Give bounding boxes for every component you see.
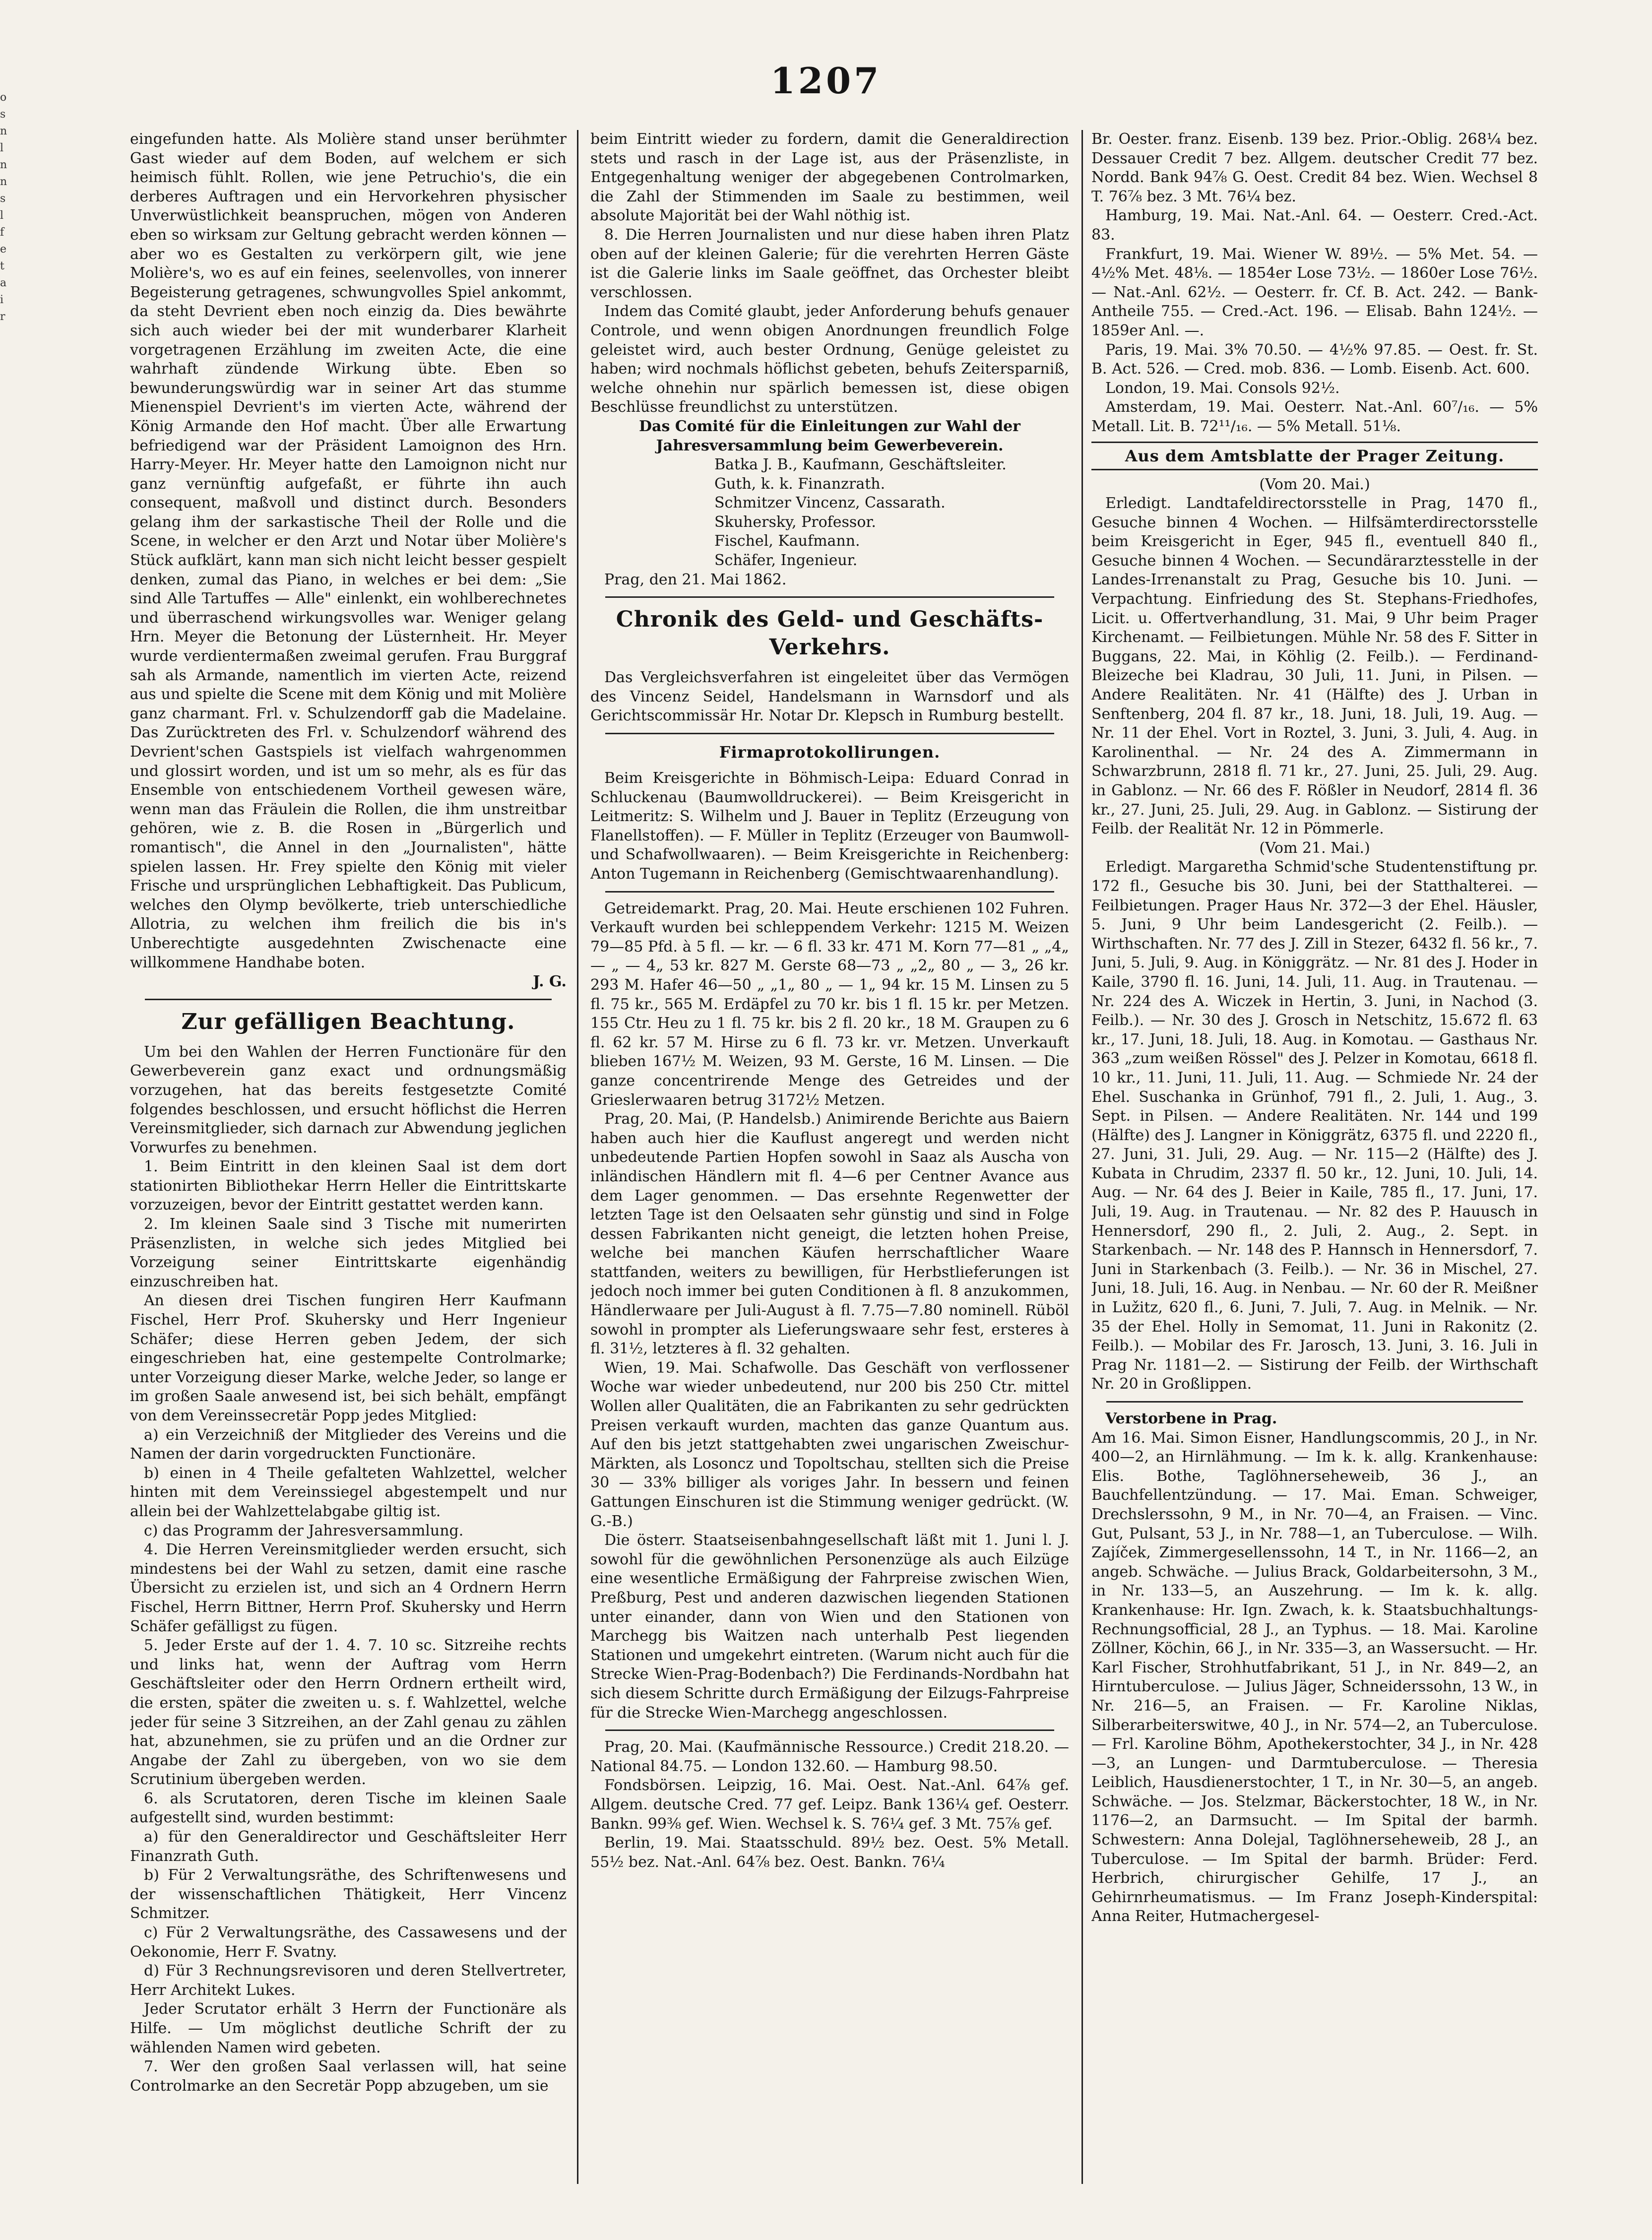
notice-paragraph: b) Für 2 Verwaltungsräthe, des Schriftenwesens und der wissenschaftlichen Thätigkeit, Herr Vincenz Schmitzer. (130, 1866, 567, 1922)
notice-paragraph: a) ein Verzeichniß der Mitglieder des Vereins und die Namen der darin vorgedruckten Functionäre. (130, 1426, 567, 1463)
exchange-paragraph: Amsterdam, 19. Mai. Oesterr. Nat.-Anl. 60⁷/₁₆. — 5% Metall. Lit. B. 72¹¹/₁₆. — 5% Metall. 51⅛. (1091, 398, 1538, 435)
committee-member: Schmitzer Vincenz, Cassarath. (714, 494, 946, 512)
exchange-paragraph: Br. Oester. franz. Eisenb. 139 bez. Prior.-Oblig. 268¼ bez. Dessauer Credit 7 bez. Allgem. deutscher Credit 77 bez. Nordd. Bank 94⅞ G. Oest. Credit 84 bez. Wien. Wechsel 8 T. 76⅞ bez. 3 Mt. 76¼ bez. (1091, 130, 1538, 205)
market-paragraph: Prag, 20. Mai, (P. Handelsb.) Animirende Berichte aus Baiern haben auch hier die Kauflust angeregt und werden nicht unbedeutende Partien Hopfen sowohl in Saaz als Auscha von inländischen Händlern mit fl. 4—6 per Centner Avance aus dem Lager genommen. — Das ersehnte Regenwetter der letzten Tage ist den Oelsaaten sehr günstig und sind in Folge dessen Fabrikanten nicht geneigt, die letzten hohen Preise, welche bei manchen Käufen herrschaftlicher Waare stattfanden, weiters zu bewilligen, für Herbstlieferungen ist jedoch noch immer bei guten Conditionen à fl. 8 anzukommen, Händlerwaare per Juli-August à fl. 7.75—7.80 nominell. Rüböl sowohl in prompter als Lieferungswaare sehr fest, ersteres à fl. 31½, letzteres à fl. 32 gehalten. (590, 1110, 1069, 1358)
market-paragraph: Die österr. Staatseisenbahngesellschaft läßt mit 1. Juni l. J. sowohl für die gewöhnlichen Personenzüge als auch Eilzüge eine wesentliche Ermäßigung der Fahrpreise zwischen Wien, Preßburg, Pest und anderen dazwischen liegenden Stationen unter einander, dann von Wien und den Stationen von Marchegg bis Waitzen nach unterhalb Pest liegenden Stationen und umgekehrt eintreten. (Warum nicht auch für die Strecke Wien-Prag-Bodenbach?) Die Ferdinands-Nordbahn hat sich diesem Schritte durch Ermäßigung der Eilzugs-Fahrpreise für die Strecke Wien-Marchegg angeschlossen. (590, 1532, 1069, 1722)
committee-member: Guth, k. k. Finanzrath. (714, 475, 886, 493)
committee-title: Das Comité für die Einleitungen zur Wahl der Jahresversammlung beim Gewerbeverein. (639, 417, 1020, 454)
section-divider (605, 596, 1054, 598)
notice-paragraph: Jeder Scrutator erhält 3 Herrn der Functionäre als Hilfe. — Um möglichst deutliche Schrift der zu wählenden Namen wird gebeten. (130, 2000, 567, 2056)
notice-paragraph: b) einen in 4 Theile gefalteten Wahlzettel, welcher hinten mit dem Vereinssiegel abgestempelt und nur allein bei der Wahlzettelabgabe giltig ist. (130, 1464, 567, 1520)
gazette-paragraph: Erledigt. Margaretha Schmid'sche Studentenstiftung pr. 172 fl., Gesuche bis 30. Juni, bei der Statthalterei. — Feilbietungen. Prager Haus Nr. 372—3 der Ehel. Häusler, 5. Juni, 9 Uhr beim Landesgericht (2. Feilb.). — Wirthschaften. Nr. 77 des J. Zill in Stezer, 6432 fl. 56 kr., 7. Juni, 5. Juli, 9. Aug. in Königgrätz. — Nr. 81 des J. Hoder in Kaile, 3790 fl. 16. Juni, 14. Juli, 11. Aug. in Trautenau. — Nr. 224 des A. Wiczek in Hertin, 3. Juni, in Nachod (3. Feilb.). — Nr. 30 des J. Grosch in Netschitz, 15.672 fl. 63 kr., 17. Juni, 18. Juli, 18. Aug. in Komotau. — Gasthaus Nr. 363 „zum weißen Rössel" des J. Pelzer in Komotau, 6618 fl. 10 kr., 11. Juni, 11. Juli, 11. Aug. — Schmiede Nr. 24 der Ehel. Suschanka in Grünhof, 791 fl., 2. Juli, 1. Aug., 3. Sept. in Pilsen. — Andere Realitäten. Nr. 144 und 199 (Hälfte) des J. Langner in Königgrätz, 6375 fl. und 2220 fl., 27. Juni, 31. Juli, 29. Aug. — Nr. 115—2 (Hälfte) des J. Kubata in Chrudim, 2337 fl. 50 kr., 12. Juni, 10. Juli, 14. Aug. — Nr. 64 des J. Beier in Kaile, 785 fl., 17. Juni, 17. Juli, 19. Aug. in Trautenau. — Nr. 82 des P. Hauusch in Hennersdorf, 290 fl., 2. Juli, 2. Aug., 2. Sept. in Starkenbach. — Nr. 148 des P. Hannsch in Hennersdorf, 7. Juni in Starkenbach (3. Feilb.). — Nr. 36 in Mischel, 27. Juni, 18. Juli, 16. Aug. in Nenbau. — Nr. 60 der R. Meißner in Lužitz, 620 fl., 6. Juni, 7. Juli, 7. Aug. in Melnik. — Nr. 35 der Ehel. Holly in Semomat, 11. Juni in Rakonitz (2. Feilb.). — Mobilar des Fr. Jarosch, 13. Juni, 3. 16. Juli in Prag Nr. 1181—2. — Sistirung der Feilb. der Wirthschaft Nr. 20 in Großlippen. (1091, 858, 1538, 1393)
notice-paragraph: 1. Beim Eintritt in den kleinen Saal ist dem dort stationirten Bibliothekar Herrn Heller die Eintrittskarte vorzuzeigen, bevor der Eintritt gestattet werden kann. (130, 1158, 567, 1214)
notice-paragraph: 5. Jeder Erste auf der 1. 4. 7. 10 sc. Sitzreihe rechts und links hat, wenn der Auftrag vom Herrn Geschäftsleiter oder den Herrn Ordnern ertheilt wird, die ersten, später die zweiten u. s. f. Wahlzettel, welche jeder für seine 3 Sitzreihen, an der Zahl genau zu zählen hat, abzunehmen, sie zu prüfen und an die Ordner zur Angabe der Zahl zu übergeben, von wo sie dem Scrutinium übergeben werden. (130, 1637, 567, 1789)
column-3 (1091, 130, 1538, 2179)
column-rule-right (1081, 130, 1083, 2184)
section-divider (605, 733, 1054, 734)
page-number: 1207 (770, 60, 882, 102)
column-2 (590, 130, 1069, 2179)
exchange-paragraph: Paris, 19. Mai. 3% 70.50. — 4½% 97.85. — Oest. fr. St. B. Act. 526. — Cred. mob. 836. — Lomb. Eisenb. Act. 600. (1091, 341, 1538, 378)
chronicle-paragraph: Beim Kreisgerichte in Böhmisch-Leipa: Eduard Conrad in Schluckenau (Baumwolldruckerei). — Beim Kreisgericht in Leitmeritz: S. Wilhelm und J. Bauer in Teplitz (Erzeugung von Flanellstoffen). — F. Müller in Teplitz (Erzeuger von Baumwoll- und Schafwollwaaren). — Beim Kreisgerichte in Reichenberg: Anton Tugemann in Reichenberg (Gemischtwaarenhandlung). (590, 769, 1069, 883)
section-divider (145, 999, 552, 1000)
notice-paragraph: 6. als Scrutatoren, deren Tische im kleinen Saale aufgestellt sind, wurden bestimmt: (130, 1790, 567, 1827)
notice-paragraph: 4. Die Herren Vereinsmitglieder werden ersucht, sich mindestens bei der Wahl zu setzen, damit eine rasche Übersicht zu erzielen ist, und sich an 4 Ordnern Herrn Fischel, Herrn Bittner, Herrn Prof. Skuhersky und Herrn Schäfer gefälligst zu fügen. (130, 1541, 567, 1635)
date-line: (Vom 21. Mai.) (1259, 839, 1370, 857)
notice-paragraph: d) Für 3 Rechnungsrevisoren und deren Stellvertreter, Herr Architekt Lukes. (130, 1962, 567, 1999)
column-rule-left (577, 130, 578, 2184)
deaths-heading: Verstorbene in Prag. (1105, 1410, 1277, 1427)
notice-paragraph: Indem das Comité glaubt, jeder Anforderung behufs genauer Controle, und wenn obigen Anordnungen freundlich Folge geleistet wird, auch bester Ordnung, Genüge geleistet zu haben; wird nochmals höflichst gebeten, behufs Zeitersparniß, welche ohnehin nur spärlich bemessen ist, diese obigen Beschlüsse freundlichst zu unterstützen. (590, 303, 1069, 416)
exchange-paragraph: Hamburg, 19. Mai. Nat.-Anl. 64. — Oesterr. Cred.-Act. 83. (1091, 207, 1538, 244)
committee-member: Fischel, Kaufmann. (714, 532, 860, 550)
place-date: Prag, den 21. Mai 1862. (604, 571, 787, 588)
notice-paragraph: c) das Programm der Jahresversammlung. (144, 1522, 464, 1539)
section-divider (605, 891, 1054, 893)
exchange-paragraph: London, 19. Mai. Consols 92½. (1105, 379, 1340, 397)
notice-paragraph: 7. Wer den großen Saal verlassen will, hat seine Controlmarke an den Secretär Popp abzugeben, um sie (130, 2058, 567, 2095)
committee-member: Schäfer, Ingenieur. (714, 552, 858, 570)
exchange-paragraph: Frankfurt, 19. Mai. Wiener W. 89½. — 5% Met. 54. — 4½% Met. 48⅛. — 1854er Lose 73½. — 1860er Lose 76½. — Nat.-Anl. 62½. — Oesterr. fr. Cf. B. Act. 242. — Bank-Antheile 755. — Cred.-Act. 196. — Elisab. Bahn 124½. — 1859er Anl. —. (1091, 245, 1538, 339)
notice-paragraph: Um bei den Wahlen der Herren Functionäre für den Gewerbeverein ganz exact und ordnungsmäßig vorzugehen, hat das bereits festgesetzte Comité folgendes beschlossen, und ersucht höflichst die Herren Vereinsmitglieder, sich darnach zur Abwendung jeglichen Vorwurfes zu benehmen. (130, 1043, 567, 1156)
review-paragraph: eingefunden hatte. Als Molière stand unser berühmter Gast wieder auf dem Boden, auf welchem er sich heimisch fühlt. Rollen, wie jene Petruchio's, die ein derberes Auftragen und ein Hervorkehren physischer Unverwüstlichkeit beanspruchen, mögen von Anderen eben so wirksam zur Geltung gebracht werden können — aber wo es Gestalten zu verkörpern gilt, wie jene Molière's, wo es auf ein feines, seelenvolles, von innerer Begeisterung getragenes, schwungvolles Spiel ankommt, da steht Devrient eben noch einzig da. Dies bewährte sich auch wieder bei der mit wunderbarer Klarheit vorgetragenen Erzählung im zweiten Acte, die eine wahrhaft zündende Wirkung übte. Eben so bewunderungswürdig war in seiner Art das stumme Mienenspiel Devrient's im vierten Acte, während der König Armande den Hof macht. Über alle Erwartung befriedigend war der Präsident Lamoignon des Hrn. Harry-Meyer. Hr. Meyer hatte den Lamoignon nicht nur ganz vernünftig aufgefaßt, er führte ihn auch consequent, maßvoll und distinct durch. Besonders gelang ihm der sarkastische Theil der Rolle und die Scene, in welcher er den Arzt und Notar über Molière's Stück aufklärt, kann man sich nicht leicht besser gespielt denken, zumal das Piano, in welches er bei dem: „Sie sind Alle Tartuffes — Alle" einlenkt, ein wohlberechnetes und überraschend wirkungsvolles war. Weniger gelang Hrn. Meyer die Betonung der Lüsternheit. Hr. Meyer wurde verdientermaßen zweimal gerufen. Frau Burggraf sah als Armande, namentlich im vierten Acte, reizend aus und spielte die Scene mit dem König und mit Molière ganz charmant. Frl. v. Schulzendorff gab die Madelaine. Das Zurücktreten des Frl. v. Schulzendorf während des Devrient'schen Gastspiels ist vielfach wahrgenommen und glossirt worden, und ist um so mehr, als es für das Ensemble von entschiedenem Vortheil gewesen wäre, wenn man das Fräulein die Rollen, die ihm unstreitbar gehören, wie z. B. die Rosen in „Bürgerlich und romantisch", die Annel in den „Journalisten", hätte spielen lassen. Hr. Frey spielte den König mit vieler Frische und ursprünglichen Lebhaftigkeit. Das Publicum, welches den Olymp bevölkerte, trieb unterschiedliche Allotria, zu welchen ihm freilich die bis in's Unberechtigte ausgedehnten Zwischenacte eine willkommene Handhabe boten. (130, 130, 567, 971)
section-divider (605, 1729, 1054, 1731)
notice-paragraph: beim Eintritt wieder zu fordern, damit die Generaldirection stets und rasch in der Lage ist, aus der Präsenzliste, in Entgegenhaltung weniger der abgegebenen Controlmarken, die Zahl der Stimmenden im Saale zu bestimmen, weil absolute Majorität bei der Wahl nöthig ist. (590, 130, 1069, 225)
review-signature: J. G. (533, 973, 567, 991)
committee-member: Skuhersky, Professor. (714, 513, 876, 531)
margin-fragment: o s n l n n s l f e t a i r (0, 91, 7, 323)
official-gazette-heading: Aus dem Amtsblatte der Prager Zeitung. (1091, 442, 1538, 470)
market-paragraph: Prag, 20. Mai. (Kaufmännische Ressource.) Credit 218.20. — National 84.75. — London 132.60. — Hamburg 98.50. (590, 1738, 1069, 1775)
gazette-paragraph: Erledigt. Landtafeldirectorsstelle in Prag, 1470 fl., Gesuche binnen 4 Wochen. — Hilfsämterdirectorsstelle beim Kreisgericht in Eger, 945 fl., eventuell 840 fl., Gesuche binnen 4 Wochen. — Secundärarztesstelle in der Landes-Irrenanstalt zu Prag, Gesuche bis 10. Juni. — Verpachtung. Einfriedung des St. Stephans-Friedhofes, Licit. u. Offertverhandlung, 31. Mai, 9 Uhr beim Prager Kirchenamt. — Feilbietungen. Mühle Nr. 58 des F. Sitter in Buggans, 22. Mai, in Köhlig (2. Feilb.). — Ferdinand-Bleizeche bei Kladrau, 30 Juli, 11. Juni, in Pilsen. — Andere Realitäten. Nr. 41 (Hälfte) des J. Urban in Senftenberg, 204 fl. 87 kr., 18. Juni, 18. Juli, 19. Aug. — Nr. 11 der Ehel. Vort in Roztel, 3. Juni, 3. Juli, 4. Aug. in Karolinenthal. — Nr. 24 des A. Zimmermann in Schwarzbrunn, 2818 fl. 71 kr., 27. Juni, 25. Juli, 29. Aug. in Gablonz. — Nr. 66 des F. Rößler in Neudorf, 2814 fl. 36 kr., 27. Juni, 25. Juli, 29. Aug. in Gablonz. — Sistirung der Feilb. der Realität Nr. 12 in Pömmerle. (1091, 495, 1538, 838)
market-paragraph: Getreidemarkt. Prag, 20. Mai. Heute erschienen 102 Fuhren. Verkauft wurden bei schleppendem Verkehr: 1215 M. Weizen 79—85 Pfd. à 5 fl. — kr. — 6 fl. 33 kr. 471 M. Korn 77—81 „ „4„ — „ — 4„ 53 kr. 827 M. Gerste 68—73 „ „2„ 80 „ — 3„ 26 kr. 293 M. Hafer 46—50 „ „1„ 80 „ — 1„ 94 kr. 15 M. Linsen zu 5 fl. 75 kr., 565 M. Erdäpfel zu 70 kr. bis 1 fl. 15 kr. per Metzen. 155 Ctr. Heu zu 1 fl. 75 kr. bis 2 fl. 20 kr., 18 M. Graupen zu 6 fl. 62 kr. 57 M. Hirse zu 6 fl. 73 kr. vr. Metzen. Unverkauft blieben 167½ M. Weizen, 93 M. Gerste, 16 M. Linsen. — Die ganze concentrirende Menge des Getreides und der Grieslerwaaren betrug 3172½ Metzen. (590, 899, 1069, 1109)
firm-heading: Firmaprotokollirungen. (719, 743, 941, 762)
notice-paragraph: 8. Die Herren Journalisten und nur diese haben ihren Platz oben auf der kleinen Galerie; für die verehrten Herren Gäste ist die Galerie links im Saale geöffnet, das Orchester bleibt verschlossen. (590, 226, 1069, 301)
notice-paragraph: c) Für 2 Verwaltungsräthe, des Cassawesens und der Oekonomie, Herr F. Svatny. (130, 1924, 567, 1961)
column-1 (130, 130, 567, 2179)
notice-paragraph: An diesen drei Tischen fungiren Herr Kaufmann Fischel, Herr Prof. Skuhersky und Herr Ingenieur Schäfer; diese Herren geben Jedem, der sich eingeschrieben hat, eine gestempelte Controlmarke; unter Vorzeigung dieser Marke, welche Jeder, so lange er im großen Saale anwesend ist, bei sich behält, empfängt von dem Vereinssecretär Popp jedes Mitglied: (130, 1292, 567, 1424)
deaths-paragraph: Am 16. Mai. Simon Eisner, Handlungscommis, 20 J., in Nr. 400—2, an Hirnlähmung. — Im k. k. allg. Krankenhause: Elis. Bothe, Taglöhnerseheweib, 36 J., an Bauchfellentzündung. — 17. Mai. Eman. Schweiger, Drechslerssohn, 9 M., in Nr. 70—4, an Fraisen. — Vinc. Gut, Pulsant, 53 J., in Nr. 788—1, an Tuberculose. — Wilh. Zajíček, Zimmergesellenssohn, 14 T., in Nr. 1166—2, an angeb. Schwäche. — Julius Brack, Goldarbeitersohn, 3 M., in Nr. 133—5, an Auszehrung. — Im k. k. allg. Krankenhause: Hr. Ign. Zwach, k. k. Staatsbuchhaltungs-Rechnungsofficial, 28 J., an Typhus. — 18. Mai. Karoline Zöllner, Köchin, 66 J., in Nr. 335—3, an Wassersucht. — Hr. Karl Fischer, Strohhutfabrikant, 51 J., in Nr. 849—2, an Hirntuberculose. — Julius Jäger, Schneiderssohn, 13 W., in Nr. 216—5, an Fraisen. — Fr. Karoline Niklas, Silberarbeiterswitwe, 40 J., in Nr. 574—2, an Tuberculose. — Frl. Karoline Böhm, Apothekerstochter, 34 J., in Nr. 428—3, an Lungen- und Darmtuberculose. — Theresia Leiblich, Hausdienerstochter, 1 T., in Nr. 30—5, an angeb. Schwäche. — Jos. Stelzmar, Bäckerstochter, 18 W., in Nr. 1176—2, an Darmsucht. — Im Spital der barmh. Schwestern: Anna Dolejal, Taglöhnerseheweib, 28 J., an Tuberculose. — Im Spital der barmh. Brüder: Ferd. Herbrich, chirurgischer Gehilfe, 17 J., an Gehirnrheumatismus. — Im Franz Joseph-Kinderspital: Anna Reiter, Hutmachergesel- (1091, 1429, 1538, 1925)
date-line: (Vom 20. Mai.) (1259, 475, 1370, 493)
committee-names (590, 455, 1069, 571)
notice-paragraph: a) für den Generaldirector und Geschäftsleiter Herr Finanzrath Guth. (130, 1828, 567, 1865)
chronicle-paragraph: Das Vergleichsverfahren ist eingeleitet über das Vermögen des Vincenz Seidel, Handelsmann in Warnsdorf und als Gerichtscommissär Hr. Notar Dr. Klepsch in Rumburg bestellt. (590, 669, 1069, 725)
market-paragraph: Wien, 19. Mai. Schafwolle. Das Geschäft von verflossener Woche war wieder unbedeutend, nur 200 bis 250 Ctr. mittel Wollen aller Qualitäten, die an Fabrikanten zu sehr gedrückten Preisen verkauft wurden, machten das ganze Quantum aus. Auf den bis jetzt stattgehabten zwei ungarischen Zweischur-Märkten, als Losoncz und Topoltschau, stellten sich die Preise 30 — 33% billiger als voriges Jahr. In bessern und feinen Gattungen Einschuren ist die Stimmung weniger gedrückt. (W. G.-B.) (590, 1359, 1069, 1530)
chronicle-heading: Chronik des Geld- und Geschäfts-Verkehrs. (616, 607, 1044, 660)
market-paragraph: Fondsbörsen. Leipzig, 16. Mai. Oest. Nat.-Anl. 64⅞ gef. Allgem. deutsche Cred. 77 gef. Leipz. Bank 136¼ gef. Oesterr. Bankn. 99⅜ gef. Wien. Wechsel k. S. 76¼ gef. 3 Mt. 75⅞ gef. (590, 1777, 1069, 1833)
committee-member: Batka J. B., Kaufmann, Geschäftsleiter. (714, 456, 1007, 474)
notice-paragraph: 2. Im kleinen Saale sind 3 Tische mit numerirten Präsenzlisten, in welche sich jedes Mitglied bei Vorzeigung seiner Eintrittskarte eigenhändig einzuschreiben hat. (130, 1216, 567, 1290)
market-paragraph: Berlin, 19. Mai. Staatsschuld. 89½ bez. Oest. 5% Metall. 55½ bez. Nat.-Anl. 64⅞ bez. Oest. Bankn. 76¼ (590, 1834, 1069, 1871)
section-divider (1106, 1401, 1523, 1403)
notice-heading: Zur gefälligen Beachtung. (181, 1009, 515, 1034)
